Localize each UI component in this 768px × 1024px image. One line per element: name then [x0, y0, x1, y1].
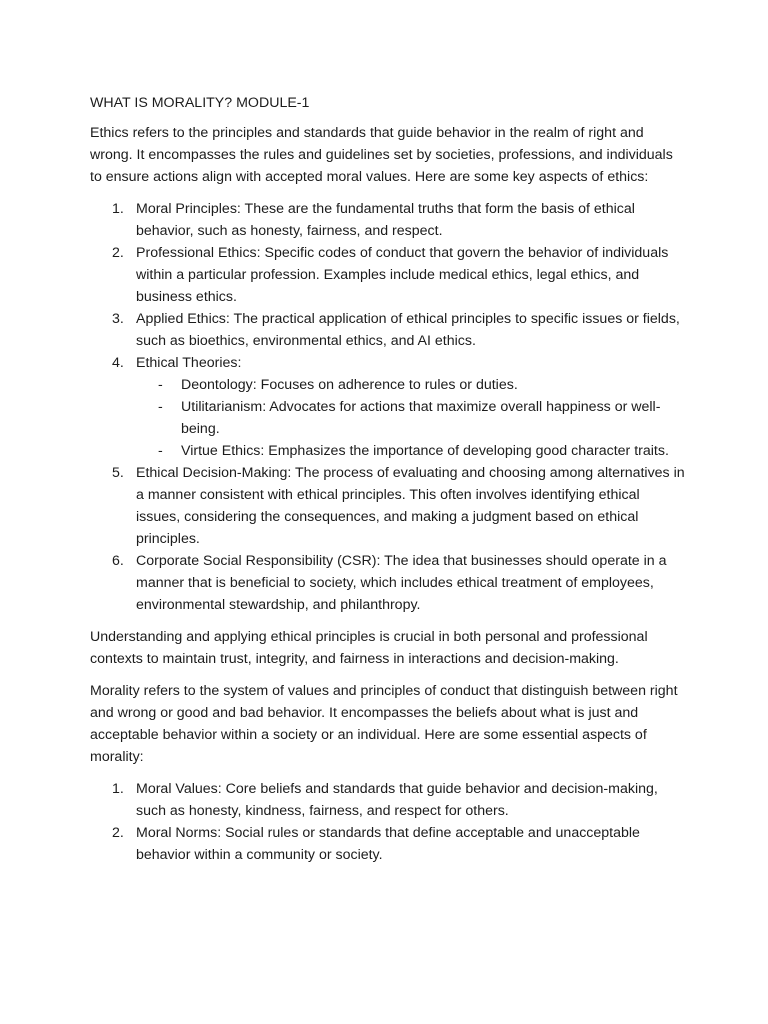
morality-aspects-list: [90, 778, 686, 866]
list-item: [90, 198, 686, 242]
sublist-item-text: Virtue Ethics: Emphasizes the importance of developing good character traits.: [181, 443, 669, 459]
dash-bullet: -: [158, 377, 163, 393]
list-item: [90, 352, 686, 462]
list-item: [90, 550, 686, 616]
list-item-text: Applied Ethics: The practical application of ethical principles to specific issues or fields, such as bioethics, environmental ethics, and AI ethics.: [136, 311, 680, 349]
list-number: 2.: [112, 245, 124, 261]
ethics-intro-paragraph: Ethics refers to the principles and standards that guide behavior in the realm of right and wrong. It encompasses the rules and guidelines set by societies, professions, and individuals to ensure actions align with accepted moral values. Here are some key aspects of ethics:: [90, 125, 673, 185]
list-number: 5.: [112, 465, 124, 481]
list-item-text: Corporate Social Responsibility (CSR): The idea that businesses should operate in a manner that is beneficial to society, which includes ethical treatment of employees, environmental stewardship, and philanthropy.: [136, 553, 667, 613]
dash-bullet: -: [158, 399, 163, 415]
list-item-text: Moral Principles: These are the fundamental truths that form the basis of ethical behavior, such as honesty, fairness, and respect.: [136, 201, 635, 239]
list-number: 3.: [112, 311, 124, 327]
ethics-conclusion-paragraph: Understanding and applying ethical principles is crucial in both personal and professional contexts to maintain trust, integrity, and fairness in interactions and decision-making.: [90, 629, 648, 667]
document-title: WHAT IS MORALITY? MODULE-1: [90, 95, 310, 111]
list-item-text: Moral Values: Core beliefs and standards that guide behavior and decision-making, such as honesty, kindness, fairness, and respect for others.: [136, 781, 658, 819]
list-item-text: Ethical Decision-Making: The process of evaluating and choosing among alternatives in a manner consistent with ethical principles. This often involves identifying ethical issues, considering the consequences, and making a judgment based on ethical principles.: [136, 465, 685, 547]
sublist-item-text: Utilitarianism: Advocates for actions that maximize overall happiness or well-being.: [181, 399, 661, 437]
morality-intro-paragraph: Morality refers to the system of values and principles of conduct that distinguish between right and wrong or good and bad behavior. It encompasses the beliefs about what is just and acceptable behavior within a society or an individual. Here are some essential aspects of morality:: [90, 683, 678, 765]
list-item-text: Ethical Theories:: [136, 355, 242, 371]
list-item-text: Professional Ethics: Specific codes of conduct that govern the behavior of individuals within a particular profession. Examples include medical ethics, legal ethics, and business ethics.: [136, 245, 669, 305]
ethical-theories-sublist: [136, 374, 686, 462]
sublist-item: [136, 440, 686, 462]
ethics-aspects-list: [90, 198, 686, 616]
list-item: [90, 462, 686, 550]
dash-bullet: -: [158, 443, 163, 459]
document-page: [90, 92, 686, 876]
sublist-item-text: Deontology: Focuses on adherence to rules or duties.: [181, 377, 518, 393]
list-item: [90, 308, 686, 352]
sublist-item: [136, 374, 686, 396]
list-item-text: Moral Norms: Social rules or standards that define acceptable and unacceptable behavior within a community or society.: [136, 825, 640, 863]
list-number: 1.: [112, 201, 124, 217]
sublist-item: [136, 396, 686, 440]
list-number: 2.: [112, 825, 124, 841]
list-item: [90, 242, 686, 308]
list-item: [90, 822, 686, 866]
list-number: 4.: [112, 355, 124, 371]
list-number: 1.: [112, 781, 124, 797]
list-number: 6.: [112, 553, 124, 569]
list-item: [90, 778, 686, 822]
